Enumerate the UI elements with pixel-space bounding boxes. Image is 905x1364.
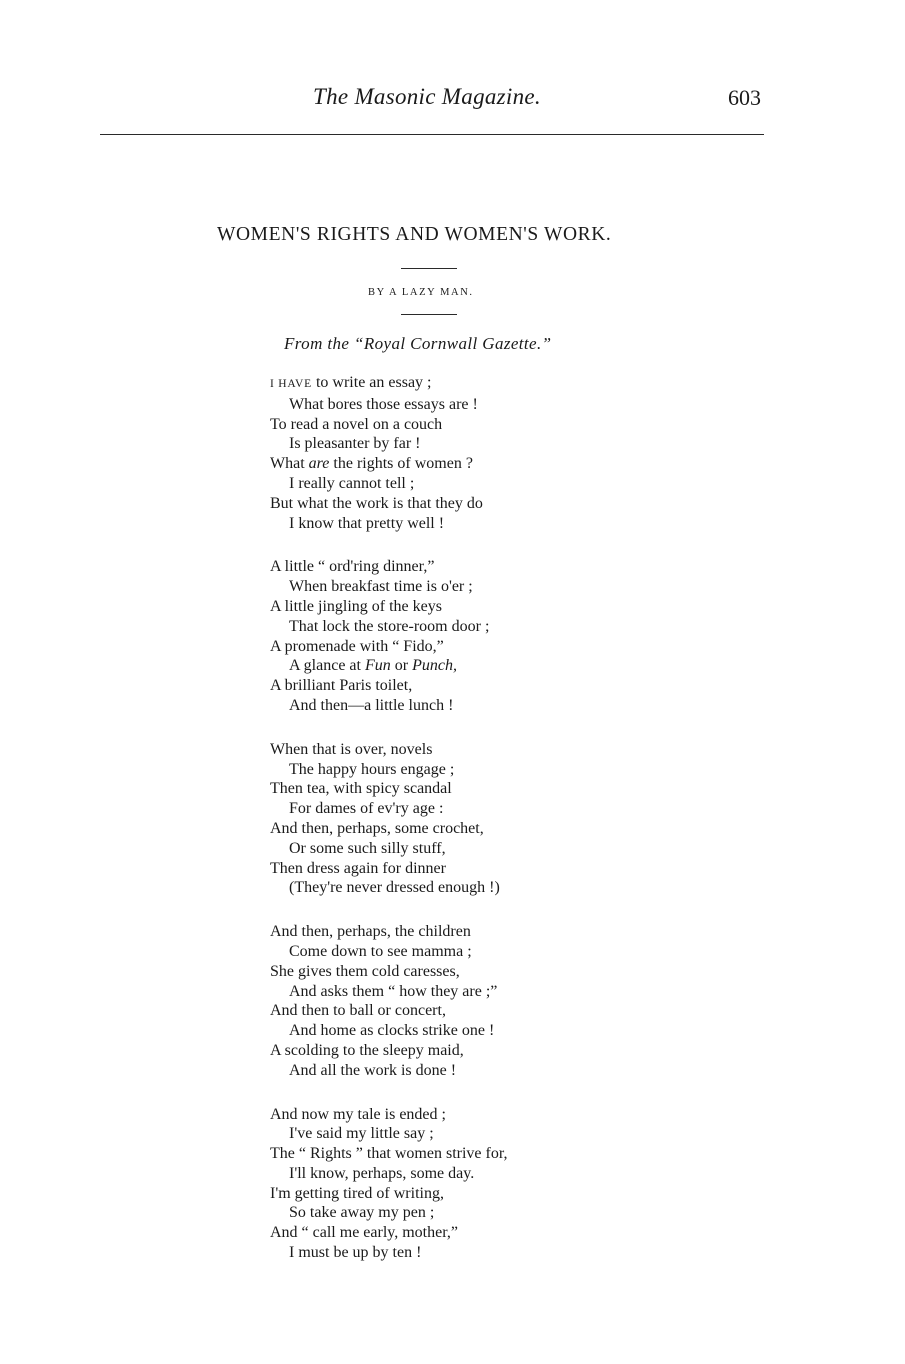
poem-line: I really cannot tell ;: [289, 474, 415, 492]
poem-line: A brilliant Paris toilet,: [270, 677, 413, 695]
poem-line: I've said my little say ;: [289, 1125, 434, 1143]
poem-line: Come down to see mamma ;: [289, 942, 472, 960]
poem-line: A little jingling of the keys: [270, 597, 442, 615]
page-number: 603: [728, 85, 761, 110]
poem-line: The “ Rights ” that women strive for,: [270, 1145, 508, 1163]
poem-line: And asks them “ how they are ;”: [289, 982, 498, 1000]
poem-line: She gives them cold caresses,: [270, 962, 460, 980]
poem-line: Then tea, with spicy scandal: [270, 780, 452, 798]
poem-line: And then, perhaps, the children: [270, 923, 471, 941]
poem-line: A glance at Fun or Punch,: [289, 657, 457, 675]
stanza-1: [270, 373, 630, 533]
poem-line: And then, perhaps, some crochet,: [270, 819, 484, 837]
poem-line: And home as clocks strike one !: [289, 1022, 495, 1040]
article-title: WOMEN'S RIGHTS AND WOMEN'S WORK.: [217, 224, 612, 245]
poem-line: That lock the store-room door ;: [289, 617, 490, 635]
poem-line: A little “ ord'ring dinner,”: [270, 558, 435, 576]
drop-cap-words: I HAVE: [270, 378, 312, 390]
header-rule: [100, 134, 764, 135]
poem-line: And then to ball or concert,: [270, 1002, 446, 1020]
poem-line: A scolding to the sleepy maid,: [270, 1041, 464, 1059]
poem: [270, 373, 630, 1287]
poem-line: Is pleasanter by far !: [289, 435, 421, 453]
stanza-3: [270, 740, 630, 898]
poem-line: But what the work is that they do: [270, 494, 483, 512]
poem-line: And then—a little lunch !: [289, 696, 454, 714]
poem-line: And all the work is done !: [289, 1061, 457, 1079]
poem-line: For dames of ev'ry age :: [289, 800, 444, 818]
poem-line: So take away my pen ;: [289, 1204, 435, 1222]
stanza-4: [270, 922, 630, 1080]
poem-line: What bores those essays are !: [289, 395, 478, 413]
poem-line: What are the rights of women ?: [270, 455, 473, 473]
byline-divider: [401, 314, 457, 315]
poem-line: When that is over, novels: [270, 740, 433, 758]
poem-line: A promenade with “ Fido,”: [270, 637, 444, 655]
byline: BY A LAZY MAN.: [368, 287, 474, 298]
poem-line: I'm getting tired of writing,: [270, 1184, 444, 1202]
running-head: [0, 84, 905, 116]
poem-line: Or some such silly stuff,: [289, 839, 446, 857]
poem-line: I HAVE to write an essay ;: [270, 374, 432, 391]
poem-line: To read a novel on a couch: [270, 415, 443, 433]
poem-line: The happy hours engage ;: [289, 760, 455, 778]
poem-line: Then dress again for dinner: [270, 859, 446, 877]
poem-line: I must be up by ten !: [289, 1244, 422, 1262]
poem-line: When breakfast time is o'er ;: [289, 578, 473, 596]
poem-line: And now my tale is ended ;: [270, 1105, 446, 1123]
title-divider: [401, 268, 457, 269]
source-attribution: From the “Royal Cornwall Gazette.”: [284, 334, 552, 353]
poem-line: I'll know, perhaps, some day.: [289, 1164, 475, 1182]
magazine-title: The Masonic Magazine.: [313, 84, 541, 109]
poem-line: (They're never dressed enough !): [289, 879, 500, 897]
poem-line: And “ call me early, mother,”: [270, 1224, 459, 1242]
poem-line: I know that pretty well !: [289, 514, 445, 532]
stanza-5: [270, 1105, 630, 1263]
stanza-2: [270, 557, 630, 715]
